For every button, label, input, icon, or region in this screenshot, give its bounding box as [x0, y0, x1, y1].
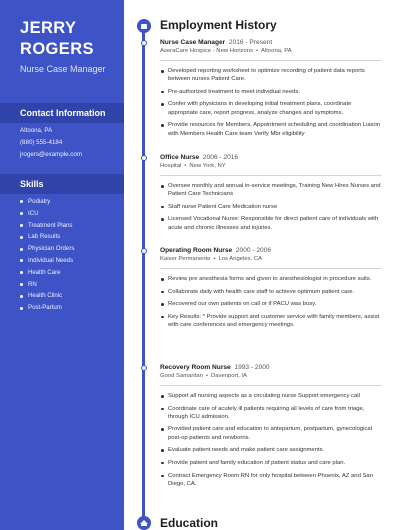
timeline-dot	[141, 248, 147, 254]
skill-item: Lab Results	[20, 231, 74, 243]
job-bullet: Oversee monthly and annual in-service meetings, Training New Hires Nurses and Patient Care Technicians	[160, 182, 382, 199]
skills-list	[20, 196, 74, 314]
job-dates: 2006 - 2016	[202, 154, 239, 161]
job-dates: 1993 - 2000	[234, 364, 270, 371]
job-employer: Kaiser Permanente • Los Angeles, CA	[160, 256, 263, 262]
job-employer: AseraCare Hospice - New Horizons • Altoona, PA	[160, 48, 292, 54]
employment-heading: Employment History	[160, 18, 277, 32]
bullet-icon	[20, 224, 23, 227]
job-bullet: Pre-authorized treatment to meet individual needs.	[160, 88, 382, 96]
job-bullet: Support all nursing aspects as a circulating nurse Support emergency call	[160, 392, 382, 400]
skill-item: Health Care	[20, 267, 74, 279]
job-title: Recovery Room Nurse 1993 - 2000	[160, 364, 270, 371]
bullet-icon	[20, 212, 23, 215]
timeline-dot	[141, 155, 147, 161]
divider	[160, 175, 382, 176]
job-bullet: Key Results: * Provide support and customer service with family members, assist with care conferences and emergency meetings.	[160, 313, 382, 330]
bullet-icon	[20, 200, 23, 203]
skill-item: Health Clinic	[20, 290, 74, 302]
skill-item: Podiatry	[20, 196, 74, 208]
skill-item: Treatment Plans	[20, 220, 74, 232]
contact-email[interactable]: jrogers@example.com	[20, 151, 82, 158]
sidebar	[0, 0, 124, 530]
candidate-name	[20, 18, 94, 60]
timeline-line	[142, 26, 145, 522]
job-bullet: Provide resources for Members, Appointment scheduling and coordination Liason with Members Health Care team Verify Mbr eligibility	[160, 121, 382, 138]
divider	[160, 385, 382, 386]
timeline-dot	[141, 365, 147, 371]
skill-item: Individual Needs	[20, 255, 74, 267]
bullet-icon	[20, 236, 23, 239]
job-bullet: Staff nurse Patient Care Medication nurse	[160, 203, 382, 211]
bullet-icon	[20, 307, 23, 310]
skill-item: ICU	[20, 208, 74, 220]
job-bullet: Developed reporting worksheet to optimize recording of patient data reports between nurses Patient Care.	[160, 67, 382, 84]
education-heading: Education	[160, 516, 219, 530]
job-dates: 2016 - Present	[228, 39, 273, 46]
bullet-icon	[20, 283, 23, 286]
job-bullet: Collaborate daily with health care staff to achieve optimum patient care.	[160, 288, 382, 296]
bullet-icon	[20, 271, 23, 274]
job-bullet: Review pre anesthesia forms and given to anesthesiologist in procedure suits.	[160, 275, 382, 283]
timeline-dot	[141, 40, 147, 46]
job-bullet: Coordinate care of acutely ill patients requiring all levels of care from triage, through ICU admission.	[160, 405, 382, 422]
contact-heading: Contact Information	[0, 103, 124, 123]
job-bullet: Recovered our own patients on call or if PACU was busy.	[160, 300, 382, 308]
job-title: Nurse Case Manager 2016 - Present	[160, 39, 273, 46]
job-bullet: Evaluate patient needs and make patient care assignments.	[160, 446, 382, 454]
contact-city: Altoona, PA	[20, 127, 53, 134]
job-dates: 2000 - 2006	[235, 247, 272, 254]
graduation-cap-icon	[137, 516, 151, 530]
skills-heading: Skills	[0, 174, 124, 194]
job-entry	[160, 246, 382, 334]
bullet-icon	[20, 248, 23, 251]
job-role: Nurse Case Manager	[20, 64, 106, 74]
bullet-icon	[20, 259, 23, 262]
briefcase-icon	[137, 19, 151, 33]
job-bullet: Licensed Vocational Nurse: Responsible for direct patient care of individuals with acute and chronic illnesses and injuries.	[160, 215, 382, 232]
job-bullet: Provided patient care and education to antepartum, postpartum, gynecological post-op patients and newborns.	[160, 425, 382, 442]
job-bullet: Confer with physicians in developing initial treatment plans, coordinate appropriate care, report progress, analyze changes and symptoms.	[160, 100, 382, 117]
divider	[160, 60, 382, 61]
job-employer: Good Samaritan • Davenport, IA	[160, 373, 247, 379]
job-title: Office Nurse 2006 - 2016	[160, 154, 239, 161]
job-bullet: Contract Emergency Room RN for only hospital between Phoenix, AZ and San Diego, CA.	[160, 472, 382, 489]
job-title: Operating Room Nurse 2000 - 2006	[160, 247, 272, 254]
contact-phone[interactable]: (880) 555-4184	[20, 139, 63, 146]
job-entry	[160, 38, 382, 142]
job-entry	[160, 153, 382, 236]
skill-item: Physician Orders	[20, 243, 74, 255]
skill-item: RN	[20, 279, 74, 291]
divider	[160, 268, 382, 269]
skill-item: Post-Partum	[20, 302, 74, 314]
job-employer: Hospital • New York, NY	[160, 163, 226, 169]
bullet-icon	[20, 295, 23, 298]
job-entry	[160, 363, 382, 492]
first-name: JERRY	[20, 19, 77, 37]
last-name: ROGERS	[20, 40, 94, 58]
job-bullet: Provide patient and family education of patient status and care plan.	[160, 459, 382, 467]
